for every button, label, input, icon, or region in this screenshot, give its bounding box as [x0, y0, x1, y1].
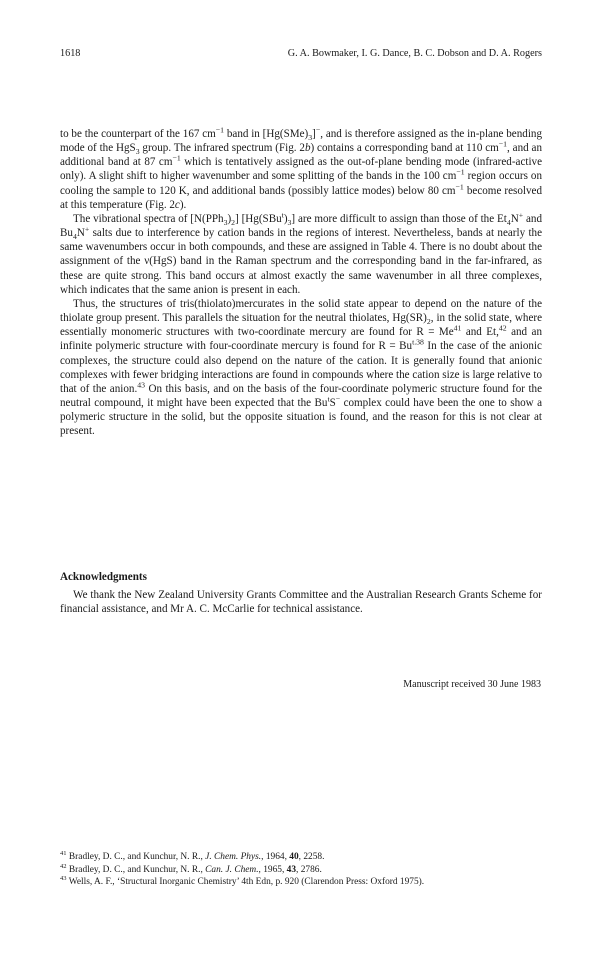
acknowledgments-text: We thank the New Zealand University Grants Committee and the Australian Research Grants Scheme for financial assistance, and Mr A. C. McCarlie for technical assistance.: [60, 589, 542, 616]
footnotes: [60, 851, 542, 889]
paragraph-3: Thus, the structures of tris(thiolato)mercurates in the solid state appear to depend on the nature of the thiolate group present. This parallels the situation for the neutral thiolates, $Hg(SR)_2$, in the solid state, where essentially monomeric structures with two-coordinate mercury are found for $R = Me^{41}$ and Et,$^{42}$ and an infinite polymeric structure with four-coordinate mercury is found for $R = Bu^{t.38}$ In the case of the anionic complexes, the structure could also depend on the nature of the cation. It is generally found that anionic complexes with fewer bridging interactions are found in compounds where the cation size is large relative to that of the anion.$^{43}$ On this basis, and on the basis of the four-coordinate polymeric structure found for the neutral compound, it might have been expected that the Bu$^t$S− complex could have been the one to show a polymeric structure in the solid, but the opposite situation is found, and the reason for this is not clear at present.: [60, 297, 542, 438]
manuscript-received: Manuscript received 30 June 1983: [403, 679, 541, 690]
footnote-43: $^{43}$ Wells, A. F., ‘Structural Inorganic Chemistry’ 4th Edn, p. 920 (Clarendon Press: Oxford 1975).: [60, 875, 425, 888]
footnote-41: $^{41}$ Bradley, D. C., and Kunchur, N. R., J. Chem. Phys., 1964, 40, 2258.: [60, 849, 325, 862]
running-authors: G. A. Bowmaker, I. G. Dance, B. C. Dobson and D. A. Rogers: [287, 48, 542, 59]
main-text: [60, 127, 542, 438]
running-header: [60, 48, 542, 59]
paragraph-2: The vibrational spectra of $[N(PPh_3)_2]$ $[Hg(SBu^t)_3]$ are more difficult to assign than those of the $Et_4N^+$ and $Bu_4N^+$ salts due to interference by cation bands in the regions of interest. Nevertheless, bands at nearly the same wavenumbers occur in both compounds, and these are assigned in Table 4. There is no doubt about the assignment of the ν(HgS) band in the Raman spectrum and the corresponding band in the far-infrared, as these are quite strong. This band occurs at almost exactly the same wavenumber in all three complexes, which indicates that the same anion is present in each.: [60, 210, 542, 296]
paragraph-1: to be the counterpart of the 167 $cm^{-1}$ band in $[Hg(SMe)_3]^-$, and is therefore assigned as the in-plane bending mode of the HgS$_3$ group. The infrared spectrum (Fig. 2b) contains a corresponding band at 110 $cm^{-1}$, and an additional band at 87 $cm^{-1}$ which is tentatively assigned as the out-of-plane bending mode (infrared-active only). A slight shift to higher wavenumber and some splitting of the bands in the 100 $cm^{-1}$ region occurs on cooling the sample to 120 K, and additional bands (possibly lattice modes) below 80 $cm^{-1}$ become resolved at this temperature (Fig. 2c).: [60, 125, 542, 211]
footnote-42: $^{42}$ Bradley, D. C., and Kunchur, N. R., Can. J. Chem., 1965, 43, 2786.: [60, 862, 322, 875]
acknowledgments-heading: Acknowledgments: [60, 571, 147, 583]
page-number: 1618: [60, 48, 81, 59]
